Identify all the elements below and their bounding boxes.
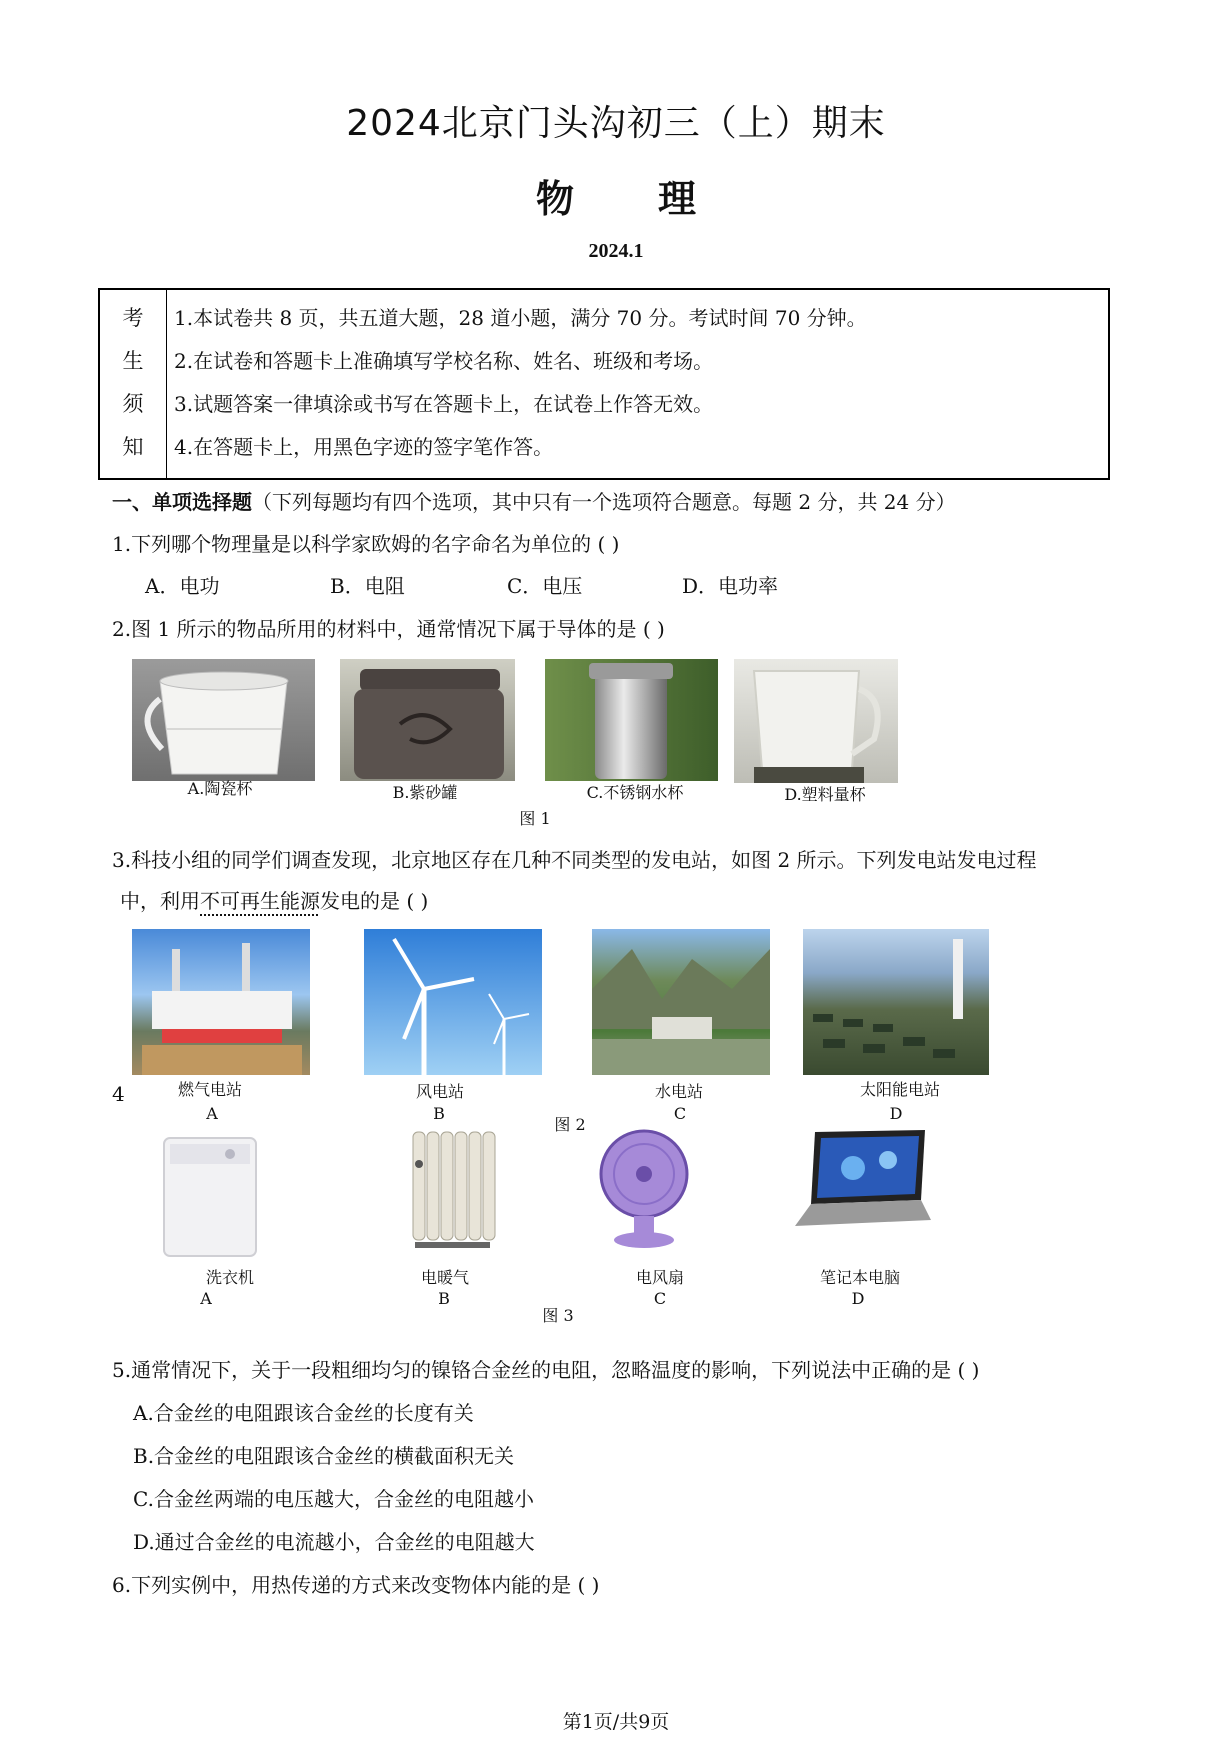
fig1-caption-c: C.不锈钢水杯 — [586, 783, 684, 802]
notice-side-label — [100, 290, 167, 478]
laptop-icon — [793, 1128, 933, 1238]
electric-fan-image — [598, 1126, 690, 1250]
fig2-letter-b: B — [433, 1104, 445, 1123]
solar-tower-icon — [803, 929, 989, 1075]
plastic-cup-image — [734, 659, 898, 783]
figure-3-label: 图 3 — [542, 1306, 574, 1325]
exam-title: 2024北京门头沟初三（上）期末 — [346, 103, 886, 144]
wind-turbine-icon — [364, 929, 542, 1075]
page-number: 第1页/共9页 — [562, 1711, 670, 1733]
q5-option-a: A.合金丝的电阻跟该合金丝的长度有关 — [133, 1401, 474, 1425]
subject-title — [0, 168, 1232, 223]
plastic-cup-icon — [734, 659, 898, 783]
q2-stem: 2.图 1 所示的物品所用的材料中，通常情况下属于导体的是 ( ) — [112, 617, 665, 641]
oil-heater-image — [405, 1124, 500, 1254]
oil-heater-icon — [405, 1124, 500, 1254]
q5-option-d: D.通过合金丝的电流越小，合金丝的电阻越大 — [133, 1530, 535, 1554]
ceramic-cup-icon — [132, 659, 315, 781]
subject-char-1: 物 — [535, 176, 574, 221]
notice-side-char: 知 — [122, 435, 144, 459]
fig1-caption-d: D.塑料量杯 — [784, 785, 866, 804]
fig2-letter-c: C — [673, 1104, 687, 1123]
figure-2-label: 图 2 — [554, 1115, 586, 1134]
electric-fan-icon — [598, 1126, 690, 1250]
clay-jar-image — [340, 659, 515, 781]
clay-jar-icon — [340, 659, 515, 781]
exam-notice-box — [98, 288, 1110, 480]
fig1-caption-b: B.紫砂罐 — [392, 783, 458, 802]
q3-stem-line1: 3.科技小组的同学们调查发现，北京地区存在几种不同类型的发电站，如图 2 所示。下列发电站发电过程 — [112, 848, 1037, 872]
fig3-letter-c: C — [653, 1289, 667, 1308]
q5-stem: 5.通常情况下，关于一段粗细均匀的镍铬合金丝的电阻，忽略温度的影响，下列说法中正确的是 ( ) — [112, 1358, 980, 1382]
q6-stem: 6.下列实例中，用热传递的方式来改变物体内能的是 ( ) — [112, 1573, 600, 1597]
section-heading-title: 一、单项选择题 — [112, 490, 252, 514]
steel-cup-icon — [545, 659, 718, 781]
q3-stem-line2 — [120, 885, 428, 914]
section-heading-note: （下列每题均有四个选项，其中只有一个选项符合题意。每题 2 分，共 24 分） — [252, 490, 956, 514]
solar-power-station-image — [803, 929, 989, 1075]
section-heading — [112, 486, 956, 515]
fig2-letter-a: A — [206, 1104, 218, 1123]
steel-cup-image — [545, 659, 718, 781]
q4-number: 4 — [112, 1082, 125, 1106]
fig2-caption-c: 水电站 — [654, 1082, 703, 1101]
fig3-caption-c: 电风扇 — [635, 1268, 684, 1287]
q5-option-c: C.合金丝两端的电压越大，合金丝的电阻越小 — [133, 1487, 534, 1511]
hydro-dam-icon — [592, 929, 770, 1075]
washing-machine-image — [160, 1132, 260, 1260]
fig3-letter-a: A — [200, 1289, 212, 1308]
fig2-caption-a: 燃气电站 — [177, 1080, 242, 1099]
q1-stem: 1.下列哪个物理量是以科学家欧姆的名字命名为单位的 ( ) — [112, 532, 620, 556]
figure-1-label: 图 1 — [519, 809, 551, 828]
wind-power-station-image — [364, 929, 542, 1075]
gas-power-station-image — [132, 929, 310, 1075]
q1-option-b: B．电阻 — [330, 574, 405, 598]
q3-stem-post: 发电的是 ( ) — [320, 889, 429, 913]
q1-option-c: C．电压 — [507, 574, 583, 598]
fig3-caption-b: 电暖气 — [420, 1268, 469, 1287]
fig1-caption-a: A.陶瓷杯 — [187, 779, 253, 798]
hydro-power-station-image — [592, 929, 770, 1075]
notice-side-char: 考 — [122, 306, 144, 330]
laptop-image — [793, 1128, 933, 1238]
fig3-letter-b: B — [438, 1289, 450, 1308]
fig3-caption-a: 洗衣机 — [205, 1268, 254, 1287]
washing-machine-icon — [160, 1132, 260, 1260]
q1-option-d: D．电功率 — [682, 574, 779, 598]
notice-line-4: 4.在答题卡上，用黑色字迹的签字笔作答。 — [174, 435, 554, 459]
q3-stem-emphasis: 不可再生能源 — [200, 889, 320, 913]
q1-option-a: A．电功 — [145, 574, 220, 598]
gas-plant-icon — [132, 929, 310, 1075]
notice-side-char: 须 — [122, 392, 144, 416]
q5-option-b: B.合金丝的电阻跟该合金丝的横截面积无关 — [133, 1444, 515, 1468]
fig2-caption-b: 风电站 — [415, 1082, 464, 1101]
exam-date: 2024.1 — [588, 240, 644, 262]
q3-stem-pre: 中，利用 — [120, 889, 200, 913]
fig2-caption-d: 太阳能电站 — [859, 1080, 940, 1099]
fig3-letter-d: D — [851, 1289, 865, 1308]
subject-char-2: 理 — [658, 176, 697, 221]
notice-side-char: 生 — [122, 349, 144, 373]
ceramic-cup-image — [132, 659, 315, 781]
notice-line-3: 3.试题答案一律填涂或书写在答题卡上，在试卷上作答无效。 — [174, 392, 714, 416]
notice-line-1: 1.本试卷共 8 页，共五道大题，28 道小题，满分 70 分。考试时间 70 分钟。 — [174, 306, 867, 330]
fig2-letter-d: D — [889, 1104, 903, 1123]
notice-line-2: 2.在试卷和答题卡上准确填写学校名称、姓名、班级和考场。 — [174, 349, 714, 373]
fig3-caption-d: 笔记本电脑 — [819, 1268, 900, 1287]
